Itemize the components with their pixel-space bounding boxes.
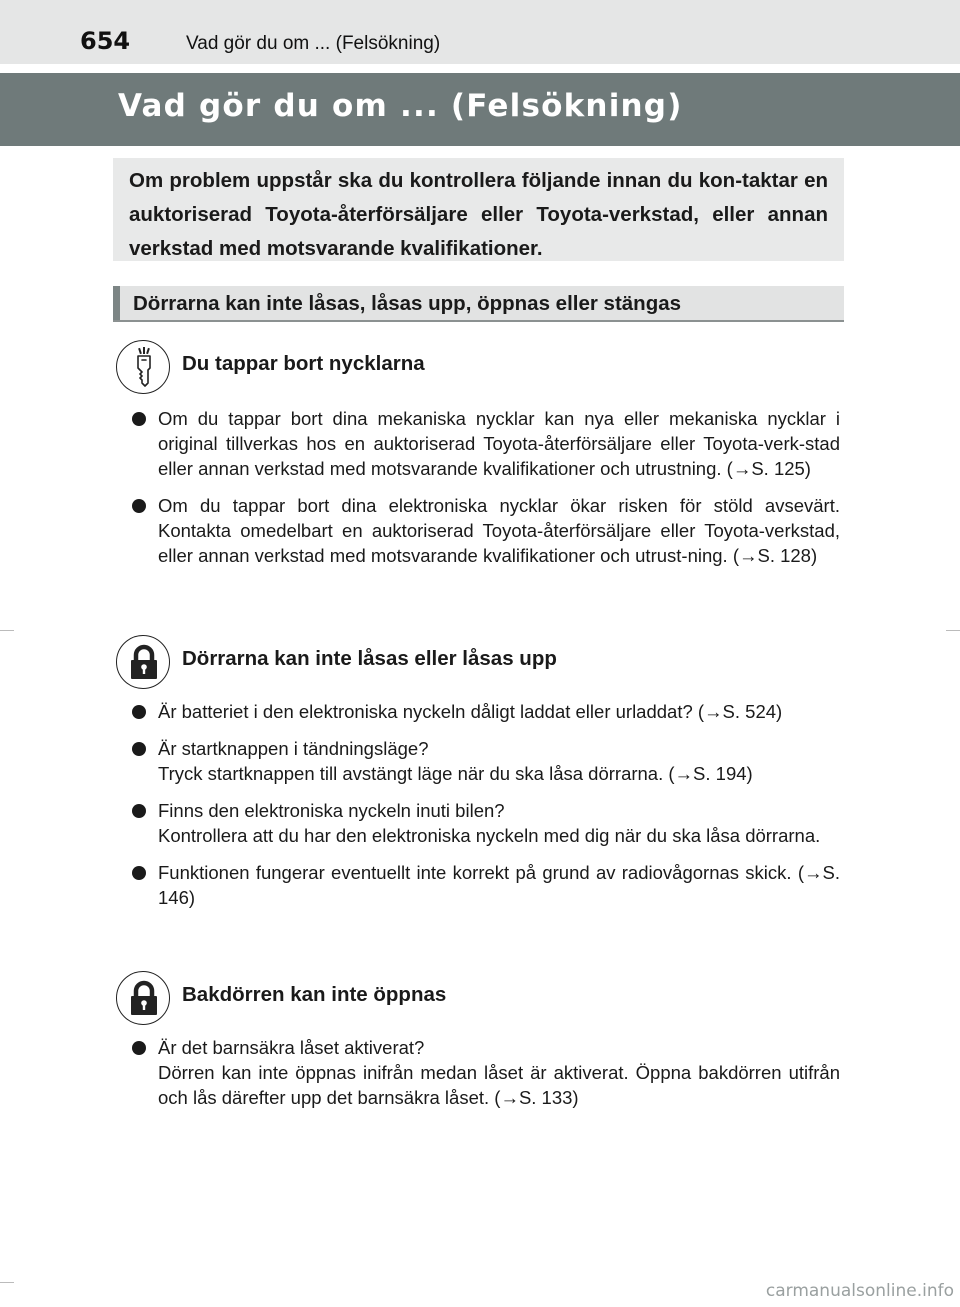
bullet-icon [132, 866, 146, 880]
chapter-banner [0, 73, 960, 146]
page-number: 654 [80, 27, 131, 55]
subsection-heading-lost-keys: Du tappar bort nycklarna [182, 352, 425, 375]
bullet-list-back-door [132, 1035, 840, 1119]
bullet-icon [132, 705, 146, 719]
key-icon [116, 340, 170, 394]
section-title: Dörrarna kan inte låsas, låsas upp, öppnas eller stängas [133, 292, 682, 315]
subsection-heading-back-door: Bakdörren kan inte öppnas [182, 983, 447, 1006]
list-item: Om du tappar bort dina mekaniska nycklar kan nya eller mekaniska nycklar i original tillverkas hos en auktoriserad Toyota-återförsäljare eller Toyota-verk-stad eller annan verkstad med motsvarande kvalifikationer och utrustning. (→S. 125) [132, 406, 840, 481]
bullet-icon [132, 742, 146, 756]
crop-mark [946, 630, 960, 631]
padlock-icon [116, 971, 170, 1025]
running-title: Vad gör du om ... (Felsökning) [186, 33, 441, 54]
section-heading-bar [113, 286, 844, 322]
subsection-heading-lock-unlock: Dörrarna kan inte låsas eller låsas upp [182, 647, 557, 670]
list-item: Är batteriet i den elektroniska nyckeln dåligt laddat eller urladdat? (→S. 524) [132, 699, 840, 724]
page-header [0, 0, 960, 64]
crop-mark [0, 1282, 14, 1283]
bullet-icon [132, 804, 146, 818]
bullet-icon [132, 1041, 146, 1055]
list-item: Finns den elektroniska nyckeln inuti bilen? Kontrollera att du har den elektroniska nyckeln med dig när du ska låsa dörrarna. [132, 798, 840, 848]
watermark: carmanualsonline.info [765, 1281, 954, 1301]
crop-mark [0, 630, 14, 631]
padlock-icon [116, 635, 170, 689]
bullet-list-lost-keys [132, 406, 840, 577]
bullet-list-lock-unlock [132, 699, 840, 919]
intro-text: Om problem uppstår ska du kontrollera följande innan du kon-taktar en auktoriserad Toyota-återförsäljare eller Toyota-verkstad, eller annan verkstad med motsvarande kvalifikationer. [129, 169, 828, 260]
list-item: Är startknappen i tändningsläge? Tryck startknappen till avstängt läge när du ska låsa dörrarna. (→S. 194) [132, 736, 840, 786]
bullet-icon [132, 499, 146, 513]
list-item: Om du tappar bort dina elektroniska nycklar ökar risken för stöld avsevärt. Kontakta omedelbart en auktoriserad Toyota-återförsäljare eller Toyota-verkstad, eller annan verkstad med motsvarande kvalifikationer och utrust-ning. (→S. 128) [132, 493, 840, 568]
list-item: Funktionen fungerar eventuellt inte korrekt på grund av radiovågornas skick. (→S. 146) [132, 860, 840, 910]
bullet-icon [132, 412, 146, 426]
page-title: Vad gör du om ... (Felsökning) [118, 88, 683, 124]
list-item: Är det barnsäkra låset aktiverat? Dörren kan inte öppnas inifrån medan låset är aktiverat. Öppna bakdörren utifrån och lås därefter upp det barnsäkra låset. (→S. 133) [132, 1035, 840, 1110]
intro-box [113, 158, 844, 261]
